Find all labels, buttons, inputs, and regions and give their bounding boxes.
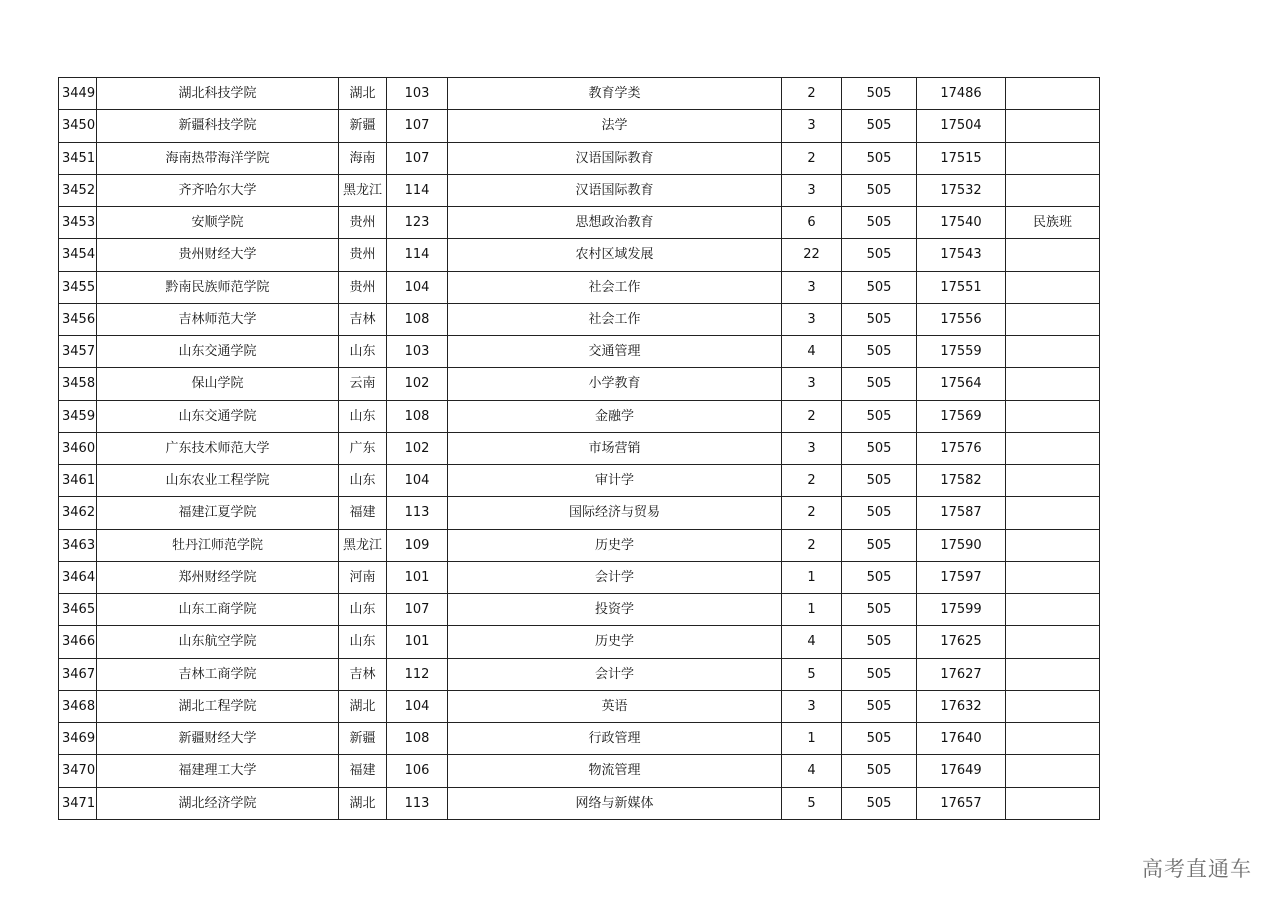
- min-score-cell: 505: [842, 787, 917, 819]
- remark-cell: [1006, 78, 1100, 110]
- university-name-cell: 山东工商学院: [97, 594, 339, 626]
- major-name-cell: 市场营销: [448, 432, 782, 464]
- plan-count-cell: 2: [782, 465, 842, 497]
- university-name-cell: 新疆科技学院: [97, 110, 339, 142]
- plan-count-cell: 2: [782, 529, 842, 561]
- major-code-cell: 104: [387, 690, 448, 722]
- university-name-cell: 湖北工程学院: [97, 690, 339, 722]
- min-rank-cell: 17532: [917, 174, 1006, 206]
- min-rank-cell: 17597: [917, 561, 1006, 593]
- min-rank-cell: 17632: [917, 690, 1006, 722]
- plan-count-cell: 3: [782, 368, 842, 400]
- min-score-cell: 505: [842, 723, 917, 755]
- row-index-cell: 3456: [59, 303, 97, 335]
- major-name-cell: 物流管理: [448, 755, 782, 787]
- major-code-cell: 107: [387, 594, 448, 626]
- row-index-cell: 3462: [59, 497, 97, 529]
- university-name-cell: 山东交通学院: [97, 336, 339, 368]
- remark-cell: [1006, 723, 1100, 755]
- plan-count-cell: 5: [782, 658, 842, 690]
- row-index-cell: 3459: [59, 400, 97, 432]
- major-name-cell: 审计学: [448, 465, 782, 497]
- remark-cell: [1006, 626, 1100, 658]
- major-code-cell: 104: [387, 271, 448, 303]
- major-name-cell: 会计学: [448, 658, 782, 690]
- university-name-cell: 黔南民族师范学院: [97, 271, 339, 303]
- min-score-cell: 505: [842, 465, 917, 497]
- min-rank-cell: 17587: [917, 497, 1006, 529]
- major-name-cell: 汉语国际教育: [448, 174, 782, 206]
- university-name-cell: 安顺学院: [97, 207, 339, 239]
- table-row: [59, 207, 1100, 239]
- major-name-cell: 金融学: [448, 400, 782, 432]
- row-index-cell: 3449: [59, 78, 97, 110]
- major-name-cell: 行政管理: [448, 723, 782, 755]
- province-cell: 广东: [339, 432, 387, 464]
- min-rank-cell: 17576: [917, 432, 1006, 464]
- min-rank-cell: 17486: [917, 78, 1006, 110]
- university-name-cell: 山东农业工程学院: [97, 465, 339, 497]
- major-name-cell: 农村区域发展: [448, 239, 782, 271]
- watermark-text: 高考直通车: [1142, 857, 1252, 881]
- min-rank-cell: 17556: [917, 303, 1006, 335]
- table-row: [59, 497, 1100, 529]
- major-name-cell: 社会工作: [448, 271, 782, 303]
- min-score-cell: 505: [842, 561, 917, 593]
- major-code-cell: 102: [387, 368, 448, 400]
- plan-count-cell: 1: [782, 561, 842, 593]
- min-rank-cell: 17582: [917, 465, 1006, 497]
- university-name-cell: 山东交通学院: [97, 400, 339, 432]
- min-score-cell: 505: [842, 78, 917, 110]
- remark-cell: [1006, 529, 1100, 561]
- plan-count-cell: 4: [782, 336, 842, 368]
- university-name-cell: 福建江夏学院: [97, 497, 339, 529]
- university-name-cell: 吉林工商学院: [97, 658, 339, 690]
- min-score-cell: 505: [842, 658, 917, 690]
- province-cell: 新疆: [339, 110, 387, 142]
- table-row: [59, 142, 1100, 174]
- province-cell: 河南: [339, 561, 387, 593]
- table-row: [59, 239, 1100, 271]
- province-cell: 山东: [339, 626, 387, 658]
- remark-cell: [1006, 142, 1100, 174]
- table-row: [59, 755, 1100, 787]
- min-rank-cell: 17569: [917, 400, 1006, 432]
- table-row: [59, 690, 1100, 722]
- university-name-cell: 海南热带海洋学院: [97, 142, 339, 174]
- plan-count-cell: 4: [782, 626, 842, 658]
- plan-count-cell: 4: [782, 755, 842, 787]
- min-score-cell: 505: [842, 110, 917, 142]
- major-code-cell: 109: [387, 529, 448, 561]
- min-rank-cell: 17599: [917, 594, 1006, 626]
- remark-cell: [1006, 787, 1100, 819]
- row-index-cell: 3468: [59, 690, 97, 722]
- remark-cell: [1006, 368, 1100, 400]
- min-score-cell: 505: [842, 755, 917, 787]
- plan-count-cell: 3: [782, 110, 842, 142]
- row-index-cell: 3464: [59, 561, 97, 593]
- table-row: [59, 78, 1100, 110]
- province-cell: 山东: [339, 465, 387, 497]
- remark-cell: [1006, 690, 1100, 722]
- row-index-cell: 3454: [59, 239, 97, 271]
- table-row: [59, 787, 1100, 819]
- province-cell: 海南: [339, 142, 387, 174]
- plan-count-cell: 3: [782, 303, 842, 335]
- plan-count-cell: 3: [782, 174, 842, 206]
- remark-cell: [1006, 336, 1100, 368]
- row-index-cell: 3455: [59, 271, 97, 303]
- province-cell: 湖北: [339, 78, 387, 110]
- min-rank-cell: 17657: [917, 787, 1006, 819]
- major-code-cell: 102: [387, 432, 448, 464]
- major-name-cell: 教育学类: [448, 78, 782, 110]
- major-code-cell: 123: [387, 207, 448, 239]
- plan-count-cell: 1: [782, 594, 842, 626]
- remark-cell: [1006, 110, 1100, 142]
- university-name-cell: 湖北经济学院: [97, 787, 339, 819]
- major-code-cell: 108: [387, 400, 448, 432]
- row-index-cell: 3463: [59, 529, 97, 561]
- row-index-cell: 3457: [59, 336, 97, 368]
- major-code-cell: 103: [387, 336, 448, 368]
- table-row: [59, 271, 1100, 303]
- plan-count-cell: 6: [782, 207, 842, 239]
- province-cell: 福建: [339, 755, 387, 787]
- university-name-cell: 福建理工大学: [97, 755, 339, 787]
- min-score-cell: 505: [842, 336, 917, 368]
- major-name-cell: 历史学: [448, 626, 782, 658]
- remark-cell: [1006, 174, 1100, 206]
- row-index-cell: 3458: [59, 368, 97, 400]
- university-name-cell: 郑州财经学院: [97, 561, 339, 593]
- plan-count-cell: 3: [782, 432, 842, 464]
- plan-count-cell: 2: [782, 497, 842, 529]
- major-name-cell: 网络与新媒体: [448, 787, 782, 819]
- table-row: [59, 561, 1100, 593]
- province-cell: 湖北: [339, 787, 387, 819]
- row-index-cell: 3470: [59, 755, 97, 787]
- min-score-cell: 505: [842, 368, 917, 400]
- min-score-cell: 505: [842, 690, 917, 722]
- min-rank-cell: 17625: [917, 626, 1006, 658]
- university-name-cell: 新疆财经大学: [97, 723, 339, 755]
- min-score-cell: 505: [842, 271, 917, 303]
- min-score-cell: 505: [842, 239, 917, 271]
- min-score-cell: 505: [842, 626, 917, 658]
- province-cell: 贵州: [339, 239, 387, 271]
- row-index-cell: 3452: [59, 174, 97, 206]
- major-code-cell: 108: [387, 303, 448, 335]
- major-name-cell: 历史学: [448, 529, 782, 561]
- major-name-cell: 会计学: [448, 561, 782, 593]
- plan-count-cell: 3: [782, 690, 842, 722]
- major-code-cell: 101: [387, 561, 448, 593]
- university-name-cell: 山东航空学院: [97, 626, 339, 658]
- major-code-cell: 107: [387, 110, 448, 142]
- major-name-cell: 社会工作: [448, 303, 782, 335]
- university-name-cell: 湖北科技学院: [97, 78, 339, 110]
- university-name-cell: 齐齐哈尔大学: [97, 174, 339, 206]
- province-cell: 吉林: [339, 658, 387, 690]
- major-code-cell: 106: [387, 755, 448, 787]
- province-cell: 新疆: [339, 723, 387, 755]
- plan-count-cell: 2: [782, 400, 842, 432]
- major-code-cell: 103: [387, 78, 448, 110]
- row-index-cell: 3453: [59, 207, 97, 239]
- table-row: [59, 626, 1100, 658]
- major-code-cell: 114: [387, 174, 448, 206]
- min-rank-cell: 17640: [917, 723, 1006, 755]
- table-row: [59, 336, 1100, 368]
- university-name-cell: 保山学院: [97, 368, 339, 400]
- major-code-cell: 113: [387, 787, 448, 819]
- min-score-cell: 505: [842, 432, 917, 464]
- major-code-cell: 114: [387, 239, 448, 271]
- university-name-cell: 贵州财经大学: [97, 239, 339, 271]
- remark-cell: [1006, 561, 1100, 593]
- min-score-cell: 505: [842, 303, 917, 335]
- min-rank-cell: 17543: [917, 239, 1006, 271]
- remark-cell: [1006, 400, 1100, 432]
- min-rank-cell: 17590: [917, 529, 1006, 561]
- province-cell: 山东: [339, 594, 387, 626]
- major-code-cell: 112: [387, 658, 448, 690]
- min-rank-cell: 17559: [917, 336, 1006, 368]
- table-row: [59, 174, 1100, 206]
- min-score-cell: 505: [842, 497, 917, 529]
- plan-count-cell: 2: [782, 78, 842, 110]
- remark-cell: [1006, 239, 1100, 271]
- remark-cell: 民族班: [1006, 207, 1100, 239]
- university-name-cell: 牡丹江师范学院: [97, 529, 339, 561]
- major-code-cell: 104: [387, 465, 448, 497]
- province-cell: 湖北: [339, 690, 387, 722]
- major-code-cell: 107: [387, 142, 448, 174]
- remark-cell: [1006, 658, 1100, 690]
- min-rank-cell: 17551: [917, 271, 1006, 303]
- major-code-cell: 101: [387, 626, 448, 658]
- plan-count-cell: 2: [782, 142, 842, 174]
- province-cell: 黑龙江: [339, 174, 387, 206]
- min-score-cell: 505: [842, 174, 917, 206]
- table-row: [59, 303, 1100, 335]
- remark-cell: [1006, 465, 1100, 497]
- major-name-cell: 小学教育: [448, 368, 782, 400]
- row-index-cell: 3451: [59, 142, 97, 174]
- province-cell: 吉林: [339, 303, 387, 335]
- min-rank-cell: 17627: [917, 658, 1006, 690]
- row-index-cell: 3466: [59, 626, 97, 658]
- major-code-cell: 108: [387, 723, 448, 755]
- university-name-cell: 吉林师范大学: [97, 303, 339, 335]
- remark-cell: [1006, 755, 1100, 787]
- min-score-cell: 505: [842, 142, 917, 174]
- province-cell: 福建: [339, 497, 387, 529]
- min-score-cell: 505: [842, 594, 917, 626]
- table-row: [59, 658, 1100, 690]
- table-row: [59, 400, 1100, 432]
- major-name-cell: 交通管理: [448, 336, 782, 368]
- min-score-cell: 505: [842, 400, 917, 432]
- table-body: [59, 78, 1100, 820]
- admissions-table: [58, 77, 1100, 820]
- university-name-cell: 广东技术师范大学: [97, 432, 339, 464]
- major-name-cell: 汉语国际教育: [448, 142, 782, 174]
- plan-count-cell: 5: [782, 787, 842, 819]
- min-rank-cell: 17504: [917, 110, 1006, 142]
- major-name-cell: 法学: [448, 110, 782, 142]
- province-cell: 贵州: [339, 207, 387, 239]
- row-index-cell: 3460: [59, 432, 97, 464]
- row-index-cell: 3467: [59, 658, 97, 690]
- row-index-cell: 3471: [59, 787, 97, 819]
- province-cell: 贵州: [339, 271, 387, 303]
- major-name-cell: 英语: [448, 690, 782, 722]
- major-name-cell: 国际经济与贸易: [448, 497, 782, 529]
- min-rank-cell: 17649: [917, 755, 1006, 787]
- province-cell: 黑龙江: [339, 529, 387, 561]
- table-row: [59, 529, 1100, 561]
- major-name-cell: 投资学: [448, 594, 782, 626]
- major-name-cell: 思想政治教育: [448, 207, 782, 239]
- major-code-cell: 113: [387, 497, 448, 529]
- row-index-cell: 3469: [59, 723, 97, 755]
- table-row: [59, 432, 1100, 464]
- remark-cell: [1006, 303, 1100, 335]
- min-score-cell: 505: [842, 529, 917, 561]
- remark-cell: [1006, 432, 1100, 464]
- min-rank-cell: 17564: [917, 368, 1006, 400]
- row-index-cell: 3461: [59, 465, 97, 497]
- row-index-cell: 3450: [59, 110, 97, 142]
- table-row: [59, 368, 1100, 400]
- remark-cell: [1006, 271, 1100, 303]
- plan-count-cell: 1: [782, 723, 842, 755]
- table-row: [59, 110, 1100, 142]
- remark-cell: [1006, 497, 1100, 529]
- remark-cell: [1006, 594, 1100, 626]
- plan-count-cell: 22: [782, 239, 842, 271]
- table-row: [59, 594, 1100, 626]
- province-cell: 云南: [339, 368, 387, 400]
- plan-count-cell: 3: [782, 271, 842, 303]
- table-row: [59, 465, 1100, 497]
- min-rank-cell: 17540: [917, 207, 1006, 239]
- table-row: [59, 723, 1100, 755]
- min-rank-cell: 17515: [917, 142, 1006, 174]
- province-cell: 山东: [339, 400, 387, 432]
- province-cell: 山东: [339, 336, 387, 368]
- min-score-cell: 505: [842, 207, 917, 239]
- row-index-cell: 3465: [59, 594, 97, 626]
